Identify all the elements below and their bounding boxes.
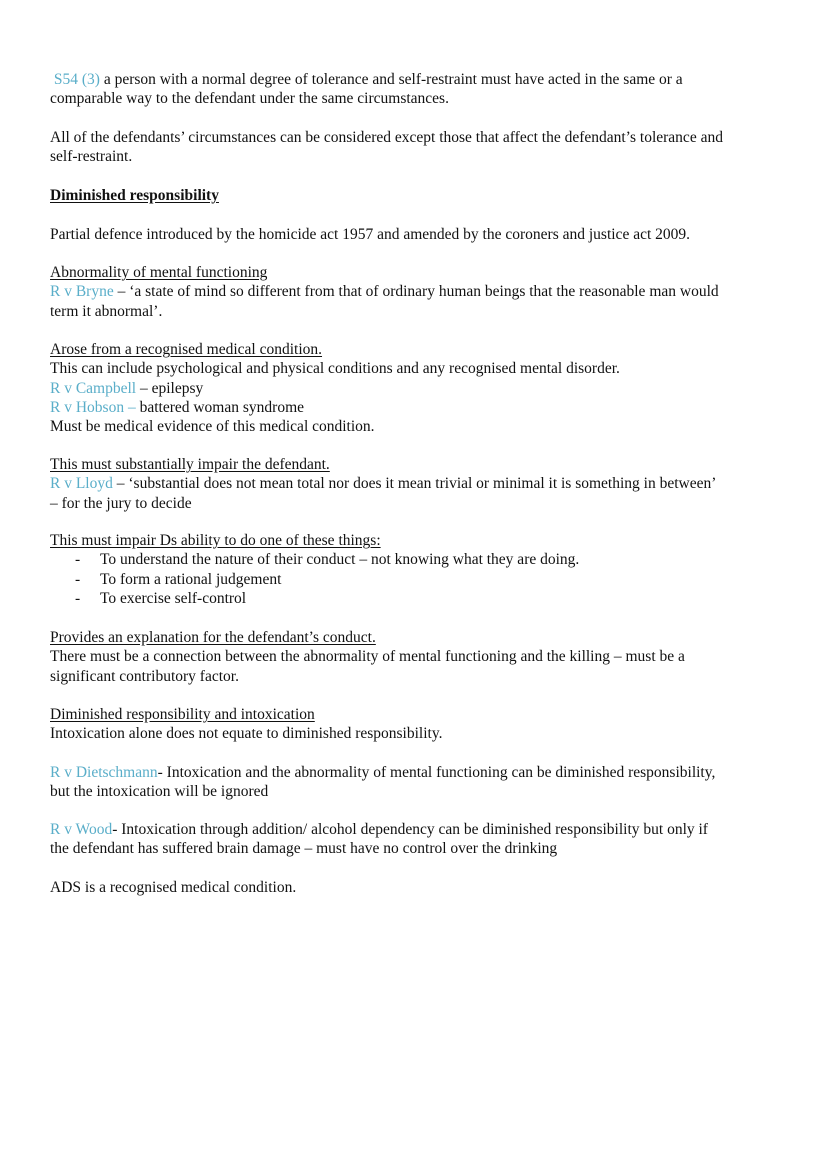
medical-condition-section: Arose from a recognised medical condition. This can include psychological and physical conditions and any recognised mental disorder. R v Campbell – epilepsy R v Hobson – battered woman syndrome Must be medical evidence of this medical condition. <box>50 340 780 436</box>
list-item: - To form a rational judgement <box>75 570 282 588</box>
heading-diminished-responsibility: Diminished responsibility <box>50 187 219 204</box>
s54-line-2: comparable way to the defendant under the same circumstances. <box>50 90 449 108</box>
circumstances-paragraph: All of the defendants’ circumstances can be considered except those that affect the defendant’s tolerance and self-restraint. <box>50 129 723 166</box>
case-r-v-dietschmann: R v Dietschmann <box>50 764 158 781</box>
abnormality-section: Abnormality of mental functioning R v Bryne – ‘a state of mind so different from that of ordinary human beings that the reasonable man would term it abnormal’. <box>50 263 780 321</box>
case-r-v-bryne: R v Bryne <box>50 283 114 301</box>
abnormality-title: Abnormality of mental functioning <box>50 264 268 281</box>
case-r-v-wood: R v Wood <box>50 821 113 838</box>
intoxication-section: Diminished responsibility and intoxication Intoxication alone does not equate to diminished responsibility. <box>50 705 780 744</box>
impair-title: This must substantially impair the defendant. <box>50 456 330 473</box>
dash-bullet: - <box>75 589 81 607</box>
list-item: - To understand the nature of their conduct – not knowing what they are doing. <box>75 551 580 569</box>
wood-paragraph: R v Wood- Intoxication through addition/ alcohol dependency can be diminished responsibility but only if the defendant has suffered brain damage – must have no control over the drinking <box>50 821 708 858</box>
abilities-list <box>50 550 780 608</box>
list-item: - To exercise self-control <box>75 589 247 607</box>
abilities-section <box>50 531 780 608</box>
medical-title: Arose from a recognised medical condition. <box>50 341 323 358</box>
case-r-v-lloyd: R v Lloyd <box>50 475 113 493</box>
s54-paragraph <box>50 70 780 109</box>
ads-paragraph: ADS is a recognised medical condition. <box>50 879 297 896</box>
explanation-title: Provides an explanation for the defendant’s conduct. <box>50 629 376 646</box>
dash-bullet: - <box>75 551 81 569</box>
section-heading <box>50 186 780 205</box>
case-r-v-campbell: R v Campbell <box>50 379 137 397</box>
abilities-title: This must impair Ds ability to do one of these things: <box>50 532 381 549</box>
explanation-section: Provides an explanation for the defendant’s conduct. There must be a connection between the abnormality of mental functioning and the killing – must be a significant contributory factor. <box>50 628 780 686</box>
s54-reference: S54 (3) <box>53 71 100 88</box>
intro-paragraph: Partial defence introduced by the homicide act 1957 and amended by the coroners and justice act 2009. <box>50 226 691 243</box>
impair-section: This must substantially impair the defendant. R v Lloyd – ‘substantial does not mean total nor does it mean trivial or minimal it is something in between’ – for the jury to decide <box>50 455 780 513</box>
s54-line-1: S54 (3) a person with a normal degree of tolerance and self-restraint must have acted in the same or a <box>53 71 683 88</box>
dash-bullet: - <box>75 570 81 588</box>
case-r-v-hobson: R v Hobson – <box>50 398 140 416</box>
intoxication-title: Diminished responsibility and intoxication <box>50 706 315 723</box>
dietschmann-paragraph: R v Dietschmann- Intoxication and the abnormality of mental functioning can be diminished responsibility, but the intoxication will be ignored <box>50 764 716 801</box>
